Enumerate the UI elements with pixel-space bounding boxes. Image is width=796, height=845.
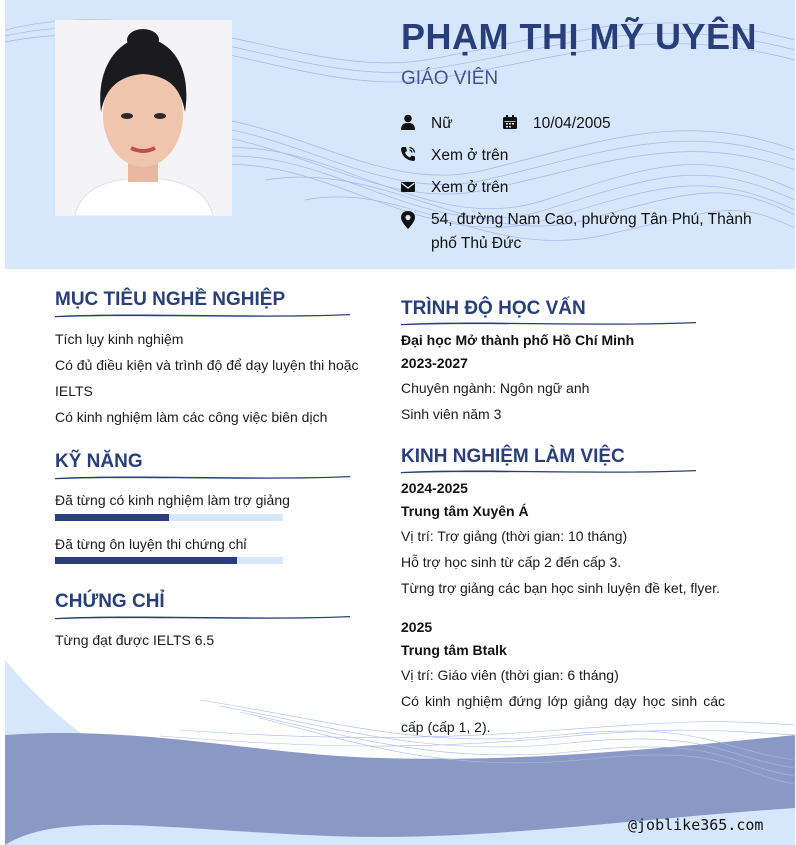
address-line-1: 54, đường Nam Cao, phường Tân Phú, Thành bbox=[431, 211, 752, 228]
job-description: Hỗ trợ học sinh từ cấp 2 đến cấp 3. bbox=[401, 554, 622, 570]
objective-underline bbox=[55, 311, 350, 319]
envelope-icon bbox=[400, 179, 416, 195]
skills-underline bbox=[55, 473, 350, 481]
certificates-underline bbox=[55, 613, 350, 621]
location-pin-icon bbox=[400, 211, 416, 229]
job-description: Có kinh nghiệm đứng lớp giảng dạy học sinh các bbox=[401, 693, 725, 709]
skill-bar-fill bbox=[55, 514, 169, 521]
objective-line-1: Tích lụy kinh nghiệm bbox=[55, 331, 184, 347]
skill-label: Đã từng có kinh nghiệm làm trợ giảng bbox=[55, 492, 290, 508]
objective-line-3: IELTS bbox=[55, 383, 93, 399]
job-company: Trung tâm Xuyên Á bbox=[401, 503, 529, 519]
education-school: Đại học Mở thành phố Hồ Chí Minh bbox=[401, 332, 635, 348]
education-heading: TRÌNH ĐỘ HỌC VẤN bbox=[401, 298, 586, 319]
experience-heading: KINH NGHIỆM LÀM VIỆC bbox=[401, 446, 625, 467]
job-period: 2025 bbox=[401, 619, 433, 635]
objective-heading: MỤC TIÊU NGHỀ NGHIỆP bbox=[55, 289, 286, 310]
address-line-2: phố Thủ Đức bbox=[431, 235, 522, 252]
certificate-item: Từng đạt được IELTS 6.5 bbox=[55, 632, 215, 648]
experience-underline bbox=[401, 467, 696, 475]
email-value: Xem ở trên bbox=[431, 179, 509, 196]
skill-bar-track bbox=[55, 514, 283, 521]
education-major: Chuyên ngành: Ngôn ngữ anh bbox=[401, 380, 590, 396]
calendar-icon bbox=[502, 114, 518, 130]
full-name: PHẠM THỊ MỸ UYÊN bbox=[401, 16, 758, 57]
phone-icon bbox=[400, 146, 416, 162]
gender-value: Nữ bbox=[431, 115, 453, 132]
skill-bar-track bbox=[55, 557, 283, 564]
education-years: 2023-2027 bbox=[401, 355, 468, 371]
birthdate-value: 10/04/2005 bbox=[533, 115, 611, 132]
job-title: GIÁO VIÊN bbox=[401, 68, 499, 89]
footer-handle: @joblike365.com bbox=[628, 816, 764, 834]
education-status: Sinh viên năm 3 bbox=[401, 406, 502, 422]
footer-wave-decoration bbox=[0, 640, 796, 845]
skill-label: Đã từng ôn luyện thi chứng chỉ bbox=[55, 536, 247, 552]
job-company: Trung tâm Btalk bbox=[401, 642, 507, 658]
certificates-heading: CHỨNG CHỈ bbox=[55, 591, 165, 612]
objective-line-4: Có kinh nghiệm làm các công việc biên dịch bbox=[55, 409, 328, 425]
job-position: Vị trí: Giáo viên (thời gian: 6 tháng) bbox=[401, 667, 619, 683]
job-description: Từng trợ giảng các bạn học sinh luyện đề ket, flyer. bbox=[401, 580, 720, 596]
phone-value: Xem ở trên bbox=[431, 147, 509, 164]
skills-heading: KỸ NĂNG bbox=[55, 451, 143, 472]
job-description: cấp (cấp 1, 2). bbox=[401, 719, 491, 735]
person-icon bbox=[400, 114, 416, 130]
objective-line-2: Có đủ điều kiện và trình độ để dạy luyện thi hoặc bbox=[55, 357, 359, 373]
education-underline bbox=[401, 319, 696, 327]
job-period: 2024-2025 bbox=[401, 480, 468, 496]
job-position: Vị trí: Trợ giảng (thời gian: 10 tháng) bbox=[401, 528, 628, 544]
profile-photo bbox=[55, 20, 232, 216]
skill-bar-fill bbox=[55, 557, 237, 564]
